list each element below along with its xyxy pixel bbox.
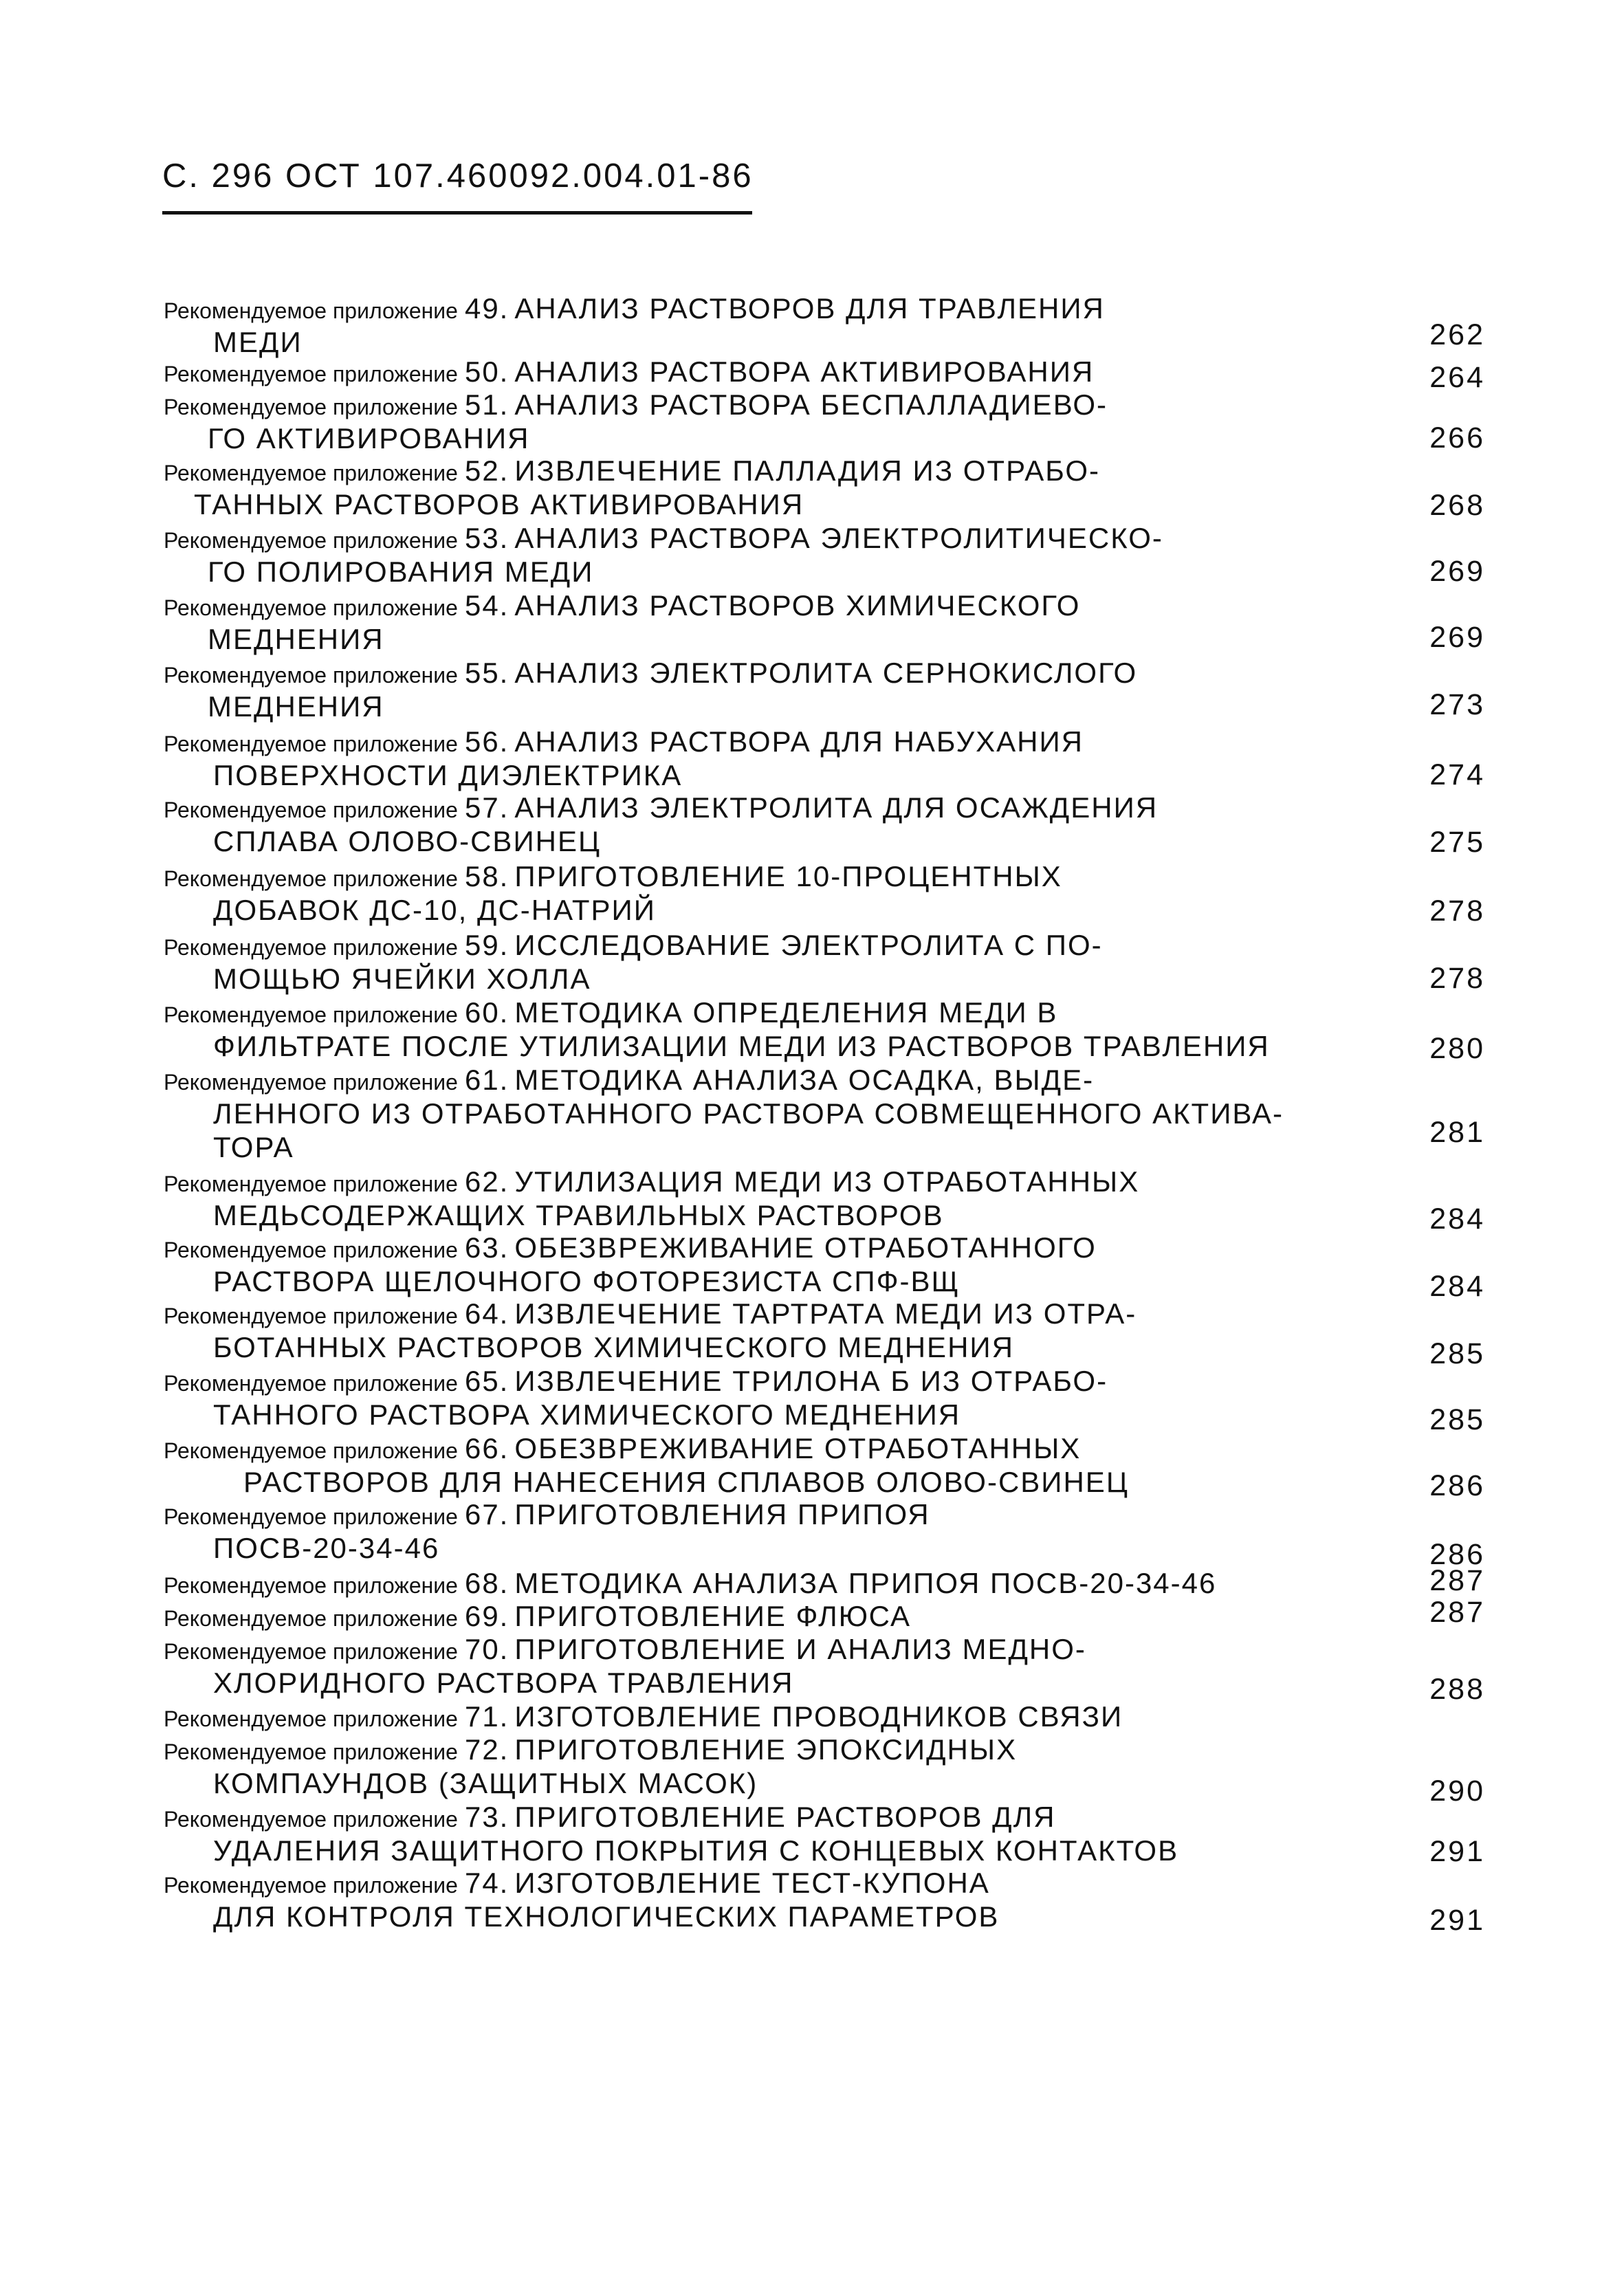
entry-first-line	[164, 454, 1101, 487]
appendix-number: 60.	[464, 996, 509, 1029]
entry-first-line	[164, 524, 1163, 553]
appendix-number: 70.	[464, 1633, 509, 1665]
page-number-ref: 264	[1429, 361, 1485, 394]
appendix-number: 57.	[464, 791, 509, 824]
entry-first-line	[164, 1434, 1081, 1463]
page-number-ref: 287	[1429, 1564, 1485, 1597]
entry-first-line	[164, 294, 1105, 323]
page-number-ref: 274	[1429, 758, 1485, 791]
appendix-label: Рекомендуемое приложение	[164, 1504, 458, 1529]
appendix-title: ИЗГОТОВЛЕНИЕ ТЕСТ-КУПОНА	[514, 1867, 990, 1899]
appendix-title: ПРИГОТОВЛЕНИЕ И АНАЛИЗ МЕДНО-	[514, 1633, 1086, 1665]
appendix-label: Рекомендуемое приложение	[164, 395, 458, 419]
appendix-title: АНАЛИЗ РАСТВОРА ДЛЯ НАБУХАНИЯ	[514, 725, 1084, 758]
appendix-label: Рекомендуемое приложение	[164, 1238, 458, 1262]
page-number-ref: 285	[1429, 1403, 1485, 1436]
appendix-label: Рекомендуемое приложение	[164, 1873, 458, 1898]
page-number-ref: 266	[1429, 421, 1485, 454]
appendix-number: 68.	[464, 1567, 509, 1599]
appendix-title-continuation: РАСТВОРА ЩЕЛОЧНОГО ФОТОРЕЗИСТА СПФ-ВЩ	[213, 1265, 960, 1297]
entry-first-line	[164, 1500, 930, 1529]
appendix-label: Рекомендуемое приложение	[164, 461, 458, 485]
entry-first-line	[164, 591, 1080, 620]
appendix-title: АНАЛИЗ ЭЛЕКТРОЛИТА СЕРНОКИСЛОГО	[514, 657, 1138, 689]
appendix-label: Рекомендуемое приложение	[164, 1807, 458, 1832]
appendix-title-continuation: ТАННЫХ РАСТВОРОВ АКТИВИРОВАНИЯ	[194, 488, 804, 520]
entry-first-line	[164, 1569, 1216, 1598]
appendix-title-continuation: ТАННОГО РАСТВОРА ХИМИЧЕСКОГО МЕДНЕНИЯ	[213, 1398, 961, 1431]
appendix-title: АНАЛИЗ ЭЛЕКТРОЛИТА ДЛЯ ОСАЖДЕНИЯ	[514, 791, 1159, 824]
appendix-title: ИЗГОТОВЛЕНИЕ ПРОВОДНИКОВ СВЯЗИ	[514, 1700, 1123, 1733]
appendix-label: Рекомендуемое приложение	[164, 798, 458, 822]
appendix-title-continuation: УДАЛЕНИЯ ЗАЩИТНОГО ПОКРЫТИЯ С КОНЦЕВЫХ КОНТАКТОВ	[213, 1834, 1179, 1867]
entry-first-line	[164, 1299, 1137, 1328]
entry-first-line	[164, 388, 1108, 421]
appendix-number: 71.	[464, 1700, 509, 1733]
page-number-ref: 269	[1429, 621, 1485, 654]
appendix-label: Рекомендуемое приложение	[164, 1070, 458, 1095]
appendix-number: 50.	[464, 355, 509, 388]
entry-first-line	[164, 727, 1084, 756]
entry-first-line	[164, 1233, 1097, 1262]
appendix-title: АНАЛИЗ РАСТВОРА АКТИВИРОВАНИЯ	[514, 355, 1095, 388]
entry-first-line	[164, 1167, 1139, 1196]
appendix-title: ИССЛЕДОВАНИЕ ЭЛЕКТРОЛИТА С ПО-	[514, 929, 1103, 961]
entry-first-line	[164, 998, 1057, 1027]
appendix-label: Рекомендуемое приложение	[164, 1706, 458, 1731]
appendix-title-continuation: СПЛАВА ОЛОВО-СВИНЕЦ	[213, 825, 602, 857]
appendix-label: Рекомендуемое приложение	[164, 1639, 458, 1664]
appendix-label: Рекомендуемое приложение	[164, 362, 458, 386]
appendix-label: Рекомендуемое приложение	[164, 866, 458, 891]
appendix-title-continuation: МЕДНЕНИЯ	[208, 623, 384, 655]
appendix-title-continuation: МЕДИ	[213, 326, 303, 358]
appendix-title: АНАЛИЗ РАСТВОРОВ ХИМИЧЕСКОГО	[514, 589, 1081, 622]
appendix-title-continuation: ХЛОРИДНОГО РАСТВОРА ТРАВЛЕНИЯ	[213, 1667, 794, 1699]
appendix-title-continuation: ПОВЕРХНОСТИ ДИЭЛЕКТРИКА	[213, 759, 683, 791]
page-number-ref: 280	[1429, 1032, 1485, 1065]
appendix-number: 58.	[464, 860, 509, 892]
appendix-title: ОБЕЗВРЕЖИВАНИЕ ОТРАБОТАННЫХ	[514, 1432, 1082, 1464]
appendix-number: 64.	[464, 1297, 509, 1330]
appendix-title-continuation: КОМПАУНДОВ (ЗАЩИТНЫХ МАСОК)	[213, 1767, 758, 1799]
appendix-label: Рекомендуемое приложение	[164, 1002, 458, 1027]
appendix-number: 59.	[464, 929, 509, 961]
entry-first-line	[164, 1066, 1094, 1095]
appendix-number: 72.	[464, 1733, 509, 1766]
appendix-number: 65.	[464, 1365, 509, 1397]
appendix-title-continuation: РАСТВОРОВ ДЛЯ НАНЕСЕНИЯ СПЛАВОВ ОЛОВО-СВИНЕЦ	[243, 1466, 1129, 1498]
page-number-ref: 281	[1429, 1116, 1485, 1149]
entry-first-line	[164, 1869, 990, 1898]
page-number-ref: 290	[1429, 1775, 1485, 1808]
page-number-ref: 285	[1429, 1337, 1485, 1370]
appendix-label: Рекомендуемое приложение	[164, 1573, 458, 1598]
entry-first-line	[164, 862, 1062, 891]
appendix-title-continuation: ПОСВ-20-34-46	[213, 1532, 440, 1564]
appendix-number: 49.	[464, 292, 509, 325]
appendix-number: 73.	[464, 1801, 509, 1833]
entry-first-line	[164, 1602, 911, 1631]
appendix-label: Рекомендуемое приложение	[164, 528, 458, 553]
page-number-ref: 278	[1429, 962, 1485, 995]
appendix-number: 54.	[464, 589, 509, 622]
page-number-ref: 284	[1429, 1270, 1485, 1303]
appendix-label: Рекомендуемое приложение	[164, 935, 458, 960]
appendix-title: МЕТОДИКА АНАЛИЗА ОСАДКА, ВЫДЕ-	[514, 1064, 1095, 1096]
page-number-ref: 269	[1429, 555, 1485, 588]
appendix-title: АНАЛИЗ РАСТВОРОВ ДЛЯ ТРАВЛЕНИЯ	[514, 292, 1105, 325]
appendix-title-continuation: ДЛЯ КОНТРОЛЯ ТЕХНОЛОГИЧЕСКИХ ПАРАМЕТРОВ	[213, 1900, 1000, 1933]
appendix-title: МЕТОДИКА АНАЛИЗА ПРИПОЯ ПОСВ-20-34-46	[514, 1567, 1217, 1599]
appendix-title: МЕТОДИКА ОПРЕДЕЛЕНИЯ МЕДИ В	[514, 996, 1058, 1029]
appendix-number: 66.	[464, 1432, 509, 1464]
appendix-title: ПРИГОТОВЛЕНИЕ РАСТВОРОВ ДЛЯ	[514, 1801, 1056, 1833]
appendix-label: Рекомендуемое приложение	[164, 1371, 458, 1396]
appendix-title-continuation: МЕДЬСОДЕРЖАЩИХ ТРАВИЛЬНЫХ РАСТВОРОВ	[213, 1199, 944, 1231]
entry-first-line	[164, 1803, 1056, 1832]
appendix-title-continuation: МЕДНЕНИЯ	[208, 690, 384, 723]
appendix-title-continuation: ГО АКТИВИРОВАНИЯ	[208, 422, 530, 454]
appendix-title: АНАЛИЗ РАСТВОРА ЭЛЕКТРОЛИТИЧЕСКО-	[514, 522, 1163, 554]
page-number-ref: 275	[1429, 826, 1485, 859]
appendix-label: Рекомендуемое приложение	[164, 1172, 458, 1196]
entry-first-line	[164, 1635, 1086, 1664]
appendix-title-continuation: ТОРА	[213, 1131, 294, 1163]
appendix-number: 67.	[464, 1498, 509, 1530]
appendix-title: АНАЛИЗ РАСТВОРА БЕСПАЛЛАДИЕВО-	[514, 388, 1108, 421]
page-number: С. 296	[162, 157, 274, 195]
entry-first-line	[164, 659, 1137, 688]
entry-first-line	[164, 793, 1158, 822]
standard-code: ОСТ 107.460092.004.01-86	[285, 157, 754, 195]
appendix-title: ИЗВЛЕЧЕНИЕ ТРИЛОНА Б ИЗ ОТРАБО-	[514, 1365, 1108, 1397]
appendix-number: 52.	[464, 454, 509, 487]
appendix-label: Рекомендуемое приложение	[164, 595, 458, 620]
appendix-title-continuation: БОТАННЫХ РАСТВОРОВ ХИМИЧЕСКОГО МЕДНЕНИЯ	[213, 1331, 1014, 1363]
appendix-title-continuation: ГО ПОЛИРОВАНИЯ МЕДИ	[208, 556, 594, 588]
appendix-label: Рекомендуемое приложение	[164, 1606, 458, 1631]
entry-first-line	[164, 1702, 1123, 1731]
appendix-number: 55.	[464, 657, 509, 689]
page-number-ref: 273	[1429, 688, 1485, 721]
appendix-title-continuation: ЛЕННОГО ИЗ ОТРАБОТАННОГО РАСТВОРА СОВМЕЩЕННОГО АКТИВА-	[213, 1097, 1284, 1130]
page-number-ref: 278	[1429, 894, 1485, 927]
entry-first-line	[164, 931, 1103, 960]
page-number-ref: 286	[1429, 1538, 1485, 1571]
appendix-title: ИЗВЛЕЧЕНИЕ ПАЛЛАДИЯ ИЗ ОТРАБО-	[514, 454, 1101, 487]
appendix-number: 51.	[464, 388, 509, 421]
appendix-label: Рекомендуемое приложение	[164, 1304, 458, 1328]
appendix-number: 56.	[464, 725, 509, 758]
page-number-ref: 287	[1429, 1596, 1485, 1629]
appendix-label: Рекомендуемое приложение	[164, 1739, 458, 1764]
page-number-ref: 262	[1429, 318, 1485, 351]
entry-first-line	[164, 1735, 1017, 1764]
appendix-number: 69.	[464, 1600, 509, 1632]
page-number-ref: 291	[1429, 1835, 1485, 1868]
page-number-ref: 284	[1429, 1203, 1485, 1236]
page-number-ref: 288	[1429, 1673, 1485, 1706]
appendix-title: ПРИГОТОВЛЕНИЯ ПРИПОЯ	[514, 1498, 930, 1530]
page-number-ref: 286	[1429, 1469, 1485, 1502]
appendix-title-continuation: ДОБАВОК ДС-10, ДС-НАТРИЙ	[213, 894, 656, 926]
entry-first-line	[164, 355, 1095, 388]
appendix-title: УТИЛИЗАЦИЯ МЕДИ ИЗ ОТРАБОТАННЫХ	[514, 1165, 1140, 1198]
page-number-ref: 291	[1429, 1904, 1485, 1937]
appendix-title-continuation: МОЩЬЮ ЯЧЕЙКИ ХОЛЛА	[213, 963, 591, 995]
appendix-title: ПРИГОТОВЛЕНИЕ ФЛЮСА	[514, 1600, 912, 1632]
page-number-ref: 268	[1429, 489, 1485, 522]
appendix-title: ИЗВЛЕЧЕНИЕ ТАРТРАТА МЕДИ ИЗ ОТРА-	[514, 1297, 1137, 1330]
appendix-number: 63.	[464, 1231, 509, 1264]
appendix-number: 61.	[464, 1064, 509, 1096]
appendix-label: Рекомендуемое приложение	[164, 732, 458, 756]
appendix-title: ПРИГОТОВЛЕНИЕ 10-ПРОЦЕНТНЫХ	[514, 860, 1062, 892]
appendix-label: Рекомендуемое приложение	[164, 298, 458, 323]
appendix-title-continuation: ФИЛЬТРАТЕ ПОСЛЕ УТИЛИЗАЦИИ МЕДИ ИЗ РАСТВОРОВ ТРАВЛЕНИЯ	[213, 1030, 1270, 1062]
appendix-label: Рекомендуемое приложение	[164, 1438, 458, 1463]
appendix-title: ПРИГОТОВЛЕНИЕ ЭПОКСИДНЫХ	[514, 1733, 1018, 1766]
appendix-title: ОБЕЗВРЕЖИВАНИЕ ОТРАБОТАННОГО	[514, 1231, 1097, 1264]
appendix-label: Рекомендуемое приложение	[164, 663, 458, 688]
entry-first-line	[164, 1367, 1108, 1396]
appendix-number: 53.	[464, 522, 509, 554]
appendix-number: 74.	[464, 1867, 509, 1899]
appendix-number: 62.	[464, 1165, 509, 1198]
